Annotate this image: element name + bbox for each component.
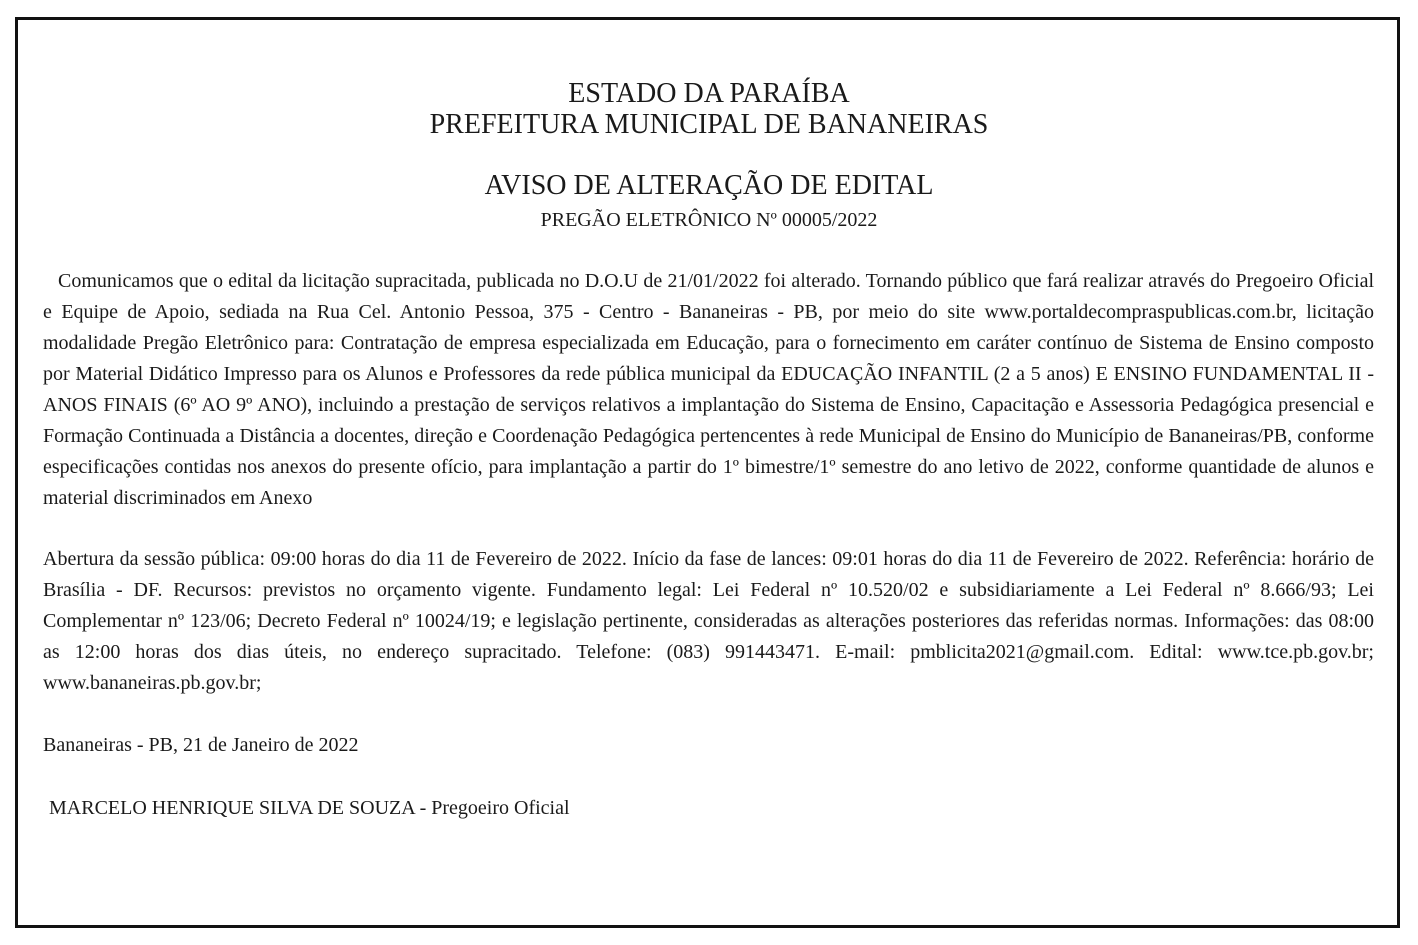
place-and-date: Bananeiras - PB, 21 de Janeiro de 2022 [43, 734, 359, 756]
municipality-name: PREFEITURA MUNICIPAL DE BANANEIRAS [429, 109, 989, 140]
notice-paragraph-object: Comunicamos que o edital da licitação supracitada, publicada no D.O.U de 21/01/2022 foi alterado. Tornando público que fará realizar através do Pregoeiro Oficial e Equipe de Apoio, sediada na Rua Cel. Antonio Pessoa, 375 - Centro - Bananeiras - PB, por meio do site www.portaldecompraspublicas.com.br, licitação modalidade Pregão Eletrônico para: Contratação de empresa especializada em Educação, para o fornecimento em caráter contínuo de Sistema de Ensino composto por Material Didático Impresso para os Alunos e Professores da rede pública municipal da EDUCAÇÃO INFANTIL (2 a 5 anos) E ENSINO FUNDAMENTAL II - ANOS FINAIS (6º AO 9º ANO), incluindo a prestação de serviços relativos a implantação do Sistema de Ensino, Capacitação e Assessoria Pedagógica presencial e Formação Continuada a Distância a docentes, direção e Coordenação Pedagógica pertencentes à rede Municipal de Ensino do Município de Bananeiras/PB, conforme especificações contidas nos anexos do presente ofício, para implantação a partir do 1º bimestre/1º semestre do ano letivo de 2022, conforme quantidade de alunos e material discriminados em Anexo [43, 270, 1374, 509]
signature-line: MARCELO HENRIQUE SILVA DE SOUZA - Pregoeiro Oficial [49, 797, 570, 819]
notice-paragraph-session: Abertura da sessão pública: 09:00 horas do dia 11 de Fevereiro de 2022. Início da fase de lances: 09:01 horas do dia 11 de Fevereiro de 2022. Referência: horário de Brasília - DF. Recursos: previstos no orçamento vigente. Fundamento legal: Lei Federal nº 10.520/02 e subsidiariamente a Lei Federal nº 8.666/93; Lei Complementar nº 123/06; Decreto Federal nº 10024/19; e legislação pertinente, consideradas as alterações posteriores das referidas normas. Informações: das 08:00 as 12:00 horas dos dias úteis, no endereço supracitado. Telefone: (083) 991443471. E-mail: pmblicita2021@gmail.com. Edital: www.tce.pb.gov.br; www.bananeiras.pb.gov.br; [43, 548, 1374, 694]
state-name: ESTADO DA PARAÍBA [568, 78, 850, 109]
notice-title: AVISO DE ALTERAÇÃO DE EDITAL [484, 170, 934, 201]
notice-subtitle: PREGÃO ELETRÔNICO Nº 00005/2022 [540, 209, 878, 231]
